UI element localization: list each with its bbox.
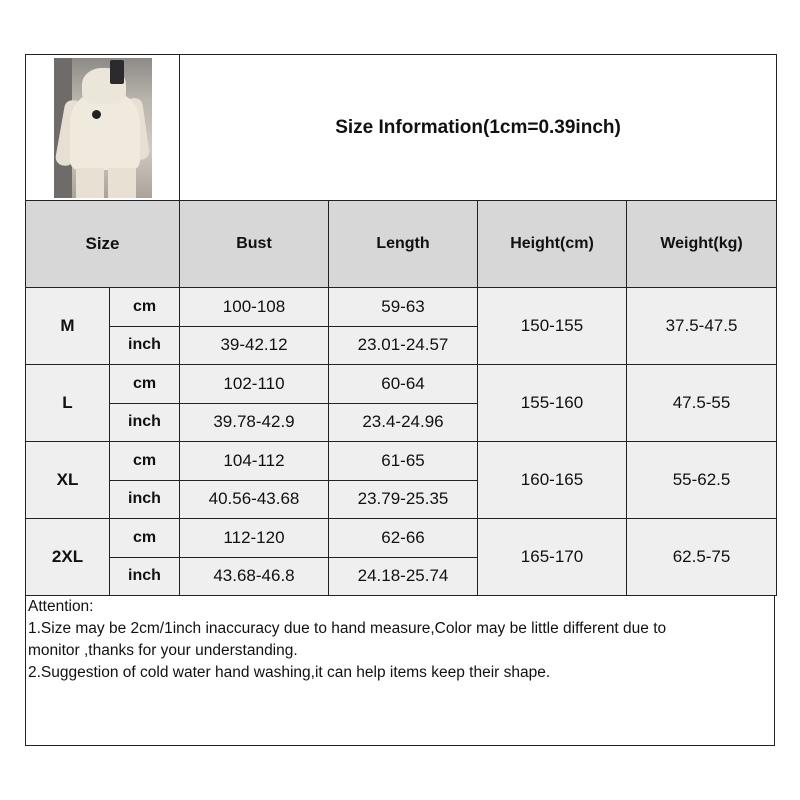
length-inch-value: 23.01-24.57 [329,326,478,365]
bust-inch-value: 39-42.12 [180,326,329,365]
height-value: 150-155 [478,288,627,365]
length-cm-value: 62-66 [329,519,478,558]
header-length: Length [329,201,478,288]
length-cm-value: 60-64 [329,365,478,404]
unit-cm-label: cm [110,519,180,558]
attention-line: 1.Size may be 2cm/1inch inaccuracy due to hand measure,Color may be little different due to [28,620,667,637]
length-cm-value: 59-63 [329,288,478,327]
bust-inch-value: 43.68-46.8 [180,557,329,596]
header-weight: Weight(kg) [627,201,777,288]
table-row [26,365,777,404]
length-cm-value: 61-65 [329,442,478,481]
size-label: M [26,288,110,365]
bust-cm-value: 112-120 [180,519,329,558]
badge-icon [92,110,101,119]
page-title: Size Information(1cm=0.39inch) [180,55,777,201]
bust-cm-value: 102-110 [180,365,329,404]
bust-inch-value: 40.56-43.68 [180,480,329,519]
length-inch-value: 24.18-25.74 [329,557,478,596]
bust-inch-value: 39.78-42.9 [180,403,329,442]
height-value: 155-160 [478,365,627,442]
weight-value: 55-62.5 [627,442,777,519]
weight-value: 47.5-55 [627,365,777,442]
unit-inch-label: inch [110,480,180,519]
attention-line: 2.Suggestion of cold water hand washing,it can help items keep their shape. [28,664,551,681]
unit-cm-label: cm [110,365,180,404]
unit-inch-label: inch [110,557,180,596]
size-chart-table [25,54,777,596]
bust-cm-value: 104-112 [180,442,329,481]
attention-line: monitor ,thanks for your understanding. [28,642,298,659]
bust-cm-value: 100-108 [180,288,329,327]
unit-inch-label: inch [110,326,180,365]
size-label: XL [26,442,110,519]
header-height: Height(cm) [478,201,627,288]
model-photo [54,58,152,198]
unit-cm-label: cm [110,442,180,481]
attention-notes [28,596,768,684]
header-bust: Bust [180,201,329,288]
attention-heading: Attention: [28,598,94,615]
size-label: L [26,365,110,442]
length-inch-value: 23.79-25.35 [329,480,478,519]
height-value: 165-170 [478,519,627,596]
size-label: 2XL [26,519,110,596]
table-row [26,519,777,558]
unit-cm-label: cm [110,288,180,327]
table-row [26,442,777,481]
table-header-row [26,201,777,288]
height-value: 160-165 [478,442,627,519]
weight-value: 37.5-47.5 [627,288,777,365]
product-photo-cell [26,55,180,201]
length-inch-value: 23.4-24.96 [329,403,478,442]
header-size: Size [26,201,180,288]
table-row [26,288,777,327]
phone-icon [110,60,124,84]
unit-inch-label: inch [110,403,180,442]
weight-value: 62.5-75 [627,519,777,596]
